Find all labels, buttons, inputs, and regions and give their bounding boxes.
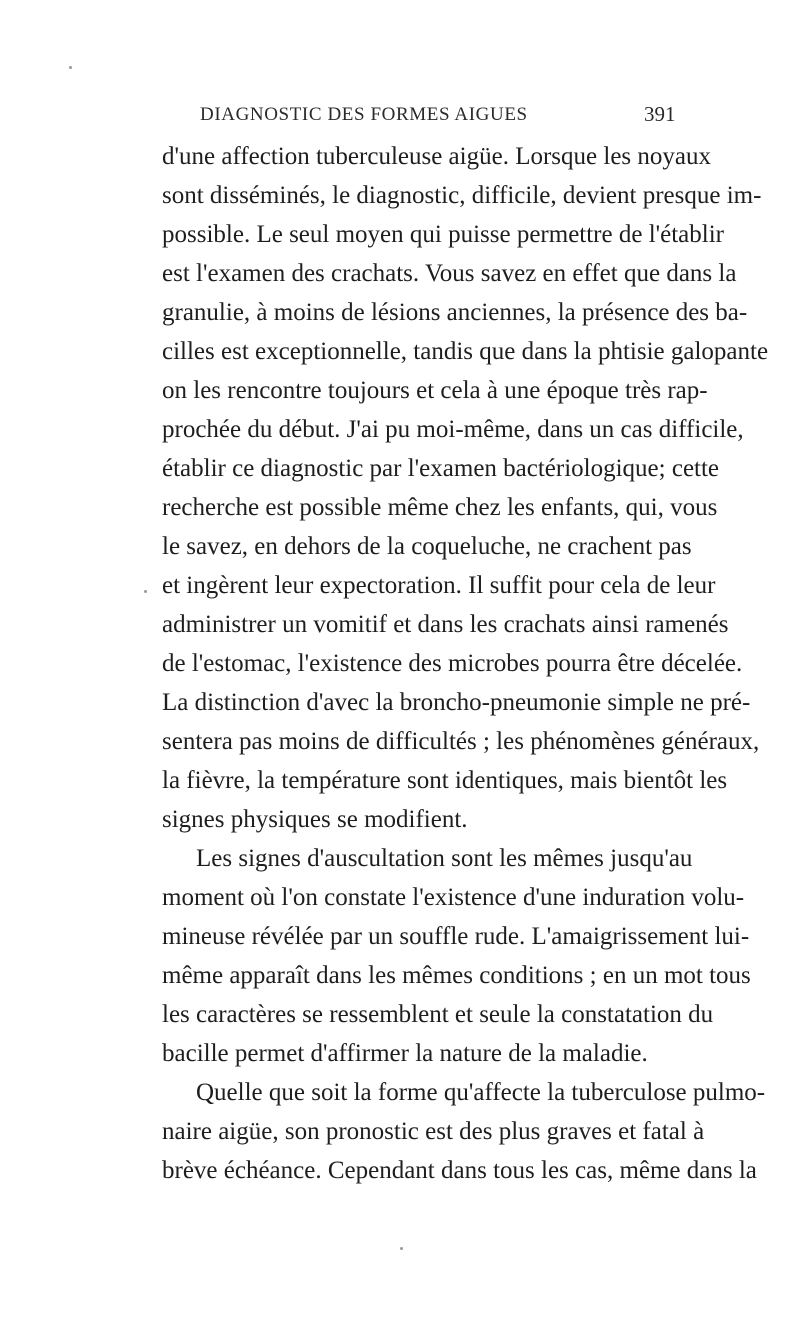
paper-speck xyxy=(400,1247,403,1250)
text-line: La distinction d'avec la broncho-pneumonie simple ne pré- xyxy=(162,689,751,716)
text-line: Quelle que soit la forme qu'affecte la tuberculose pulmo- xyxy=(196,1079,766,1106)
text-line: Les signes d'auscultation sont les mêmes jusqu'au xyxy=(196,845,693,872)
text-line: les caractères se ressemblent et seule la constatation du xyxy=(162,1001,714,1028)
text-line: même apparaît dans les mêmes conditions ; en un mot tous xyxy=(162,962,751,989)
text-line: prochée du début. J'ai pu moi-même, dans un cas difficile, xyxy=(162,416,744,443)
text-line: moment où l'on constate l'existence d'une induration volu- xyxy=(162,884,745,911)
text-line: et ingèrent leur expectoration. Il suffit pour cela de leur xyxy=(162,572,716,599)
text-line: est l'examen des crachats. Vous savez en effet que dans la xyxy=(162,260,737,287)
text-line: granulie, à moins de lésions anciennes, la présence des ba- xyxy=(162,299,748,326)
running-head: DIAGNOSTIC DES FORMES AIGUES xyxy=(200,104,528,125)
text-line: on les rencontre toujours et cela à une époque très rap- xyxy=(162,377,708,404)
text-line: bacille permet d'affirmer la nature de la maladie. xyxy=(162,1040,648,1067)
text-line: sont disséminés, le diagnostic, difficile, devient presque im- xyxy=(162,182,762,209)
text-line: administrer un vomitif et dans les crachats ainsi ramenés xyxy=(162,611,729,638)
text-line: mineuse révélée par un souffle rude. L'amaigrissement lui- xyxy=(162,923,750,950)
text-line: brève échéance. Cependant dans tous les cas, même dans la xyxy=(162,1157,757,1184)
text-line: cilles est exceptionnelle, tandis que dans la phtisie galopante xyxy=(162,338,769,365)
text-line: sentera pas moins de difficultés ; les phénomènes généraux, xyxy=(162,728,760,755)
paper-speck xyxy=(69,66,72,69)
text-line: de l'estomac, l'existence des microbes pourra être décelée. xyxy=(162,650,743,677)
text-line: recherche est possible même chez les enfants, qui, vous xyxy=(162,494,718,521)
text-line: possible. Le seul moyen qui puisse permettre de l'établir xyxy=(162,221,724,248)
text-line: établir ce diagnostic par l'examen bactériologique; cette xyxy=(162,455,720,482)
text-line: le savez, en dehors de la coqueluche, ne crachent pas xyxy=(162,533,692,560)
text-line: signes physiques se modifient. xyxy=(162,806,468,833)
text-line: d'une affection tuberculeuse aigüe. Lorsque les noyaux xyxy=(162,143,711,170)
page-number: 391 xyxy=(644,102,676,126)
text-line: la fièvre, la température sont identiques, mais bientôt les xyxy=(162,767,728,794)
paper-speck xyxy=(144,590,147,593)
text-line: naire aigüe, son pronostic est des plus graves et fatal à xyxy=(162,1118,705,1145)
